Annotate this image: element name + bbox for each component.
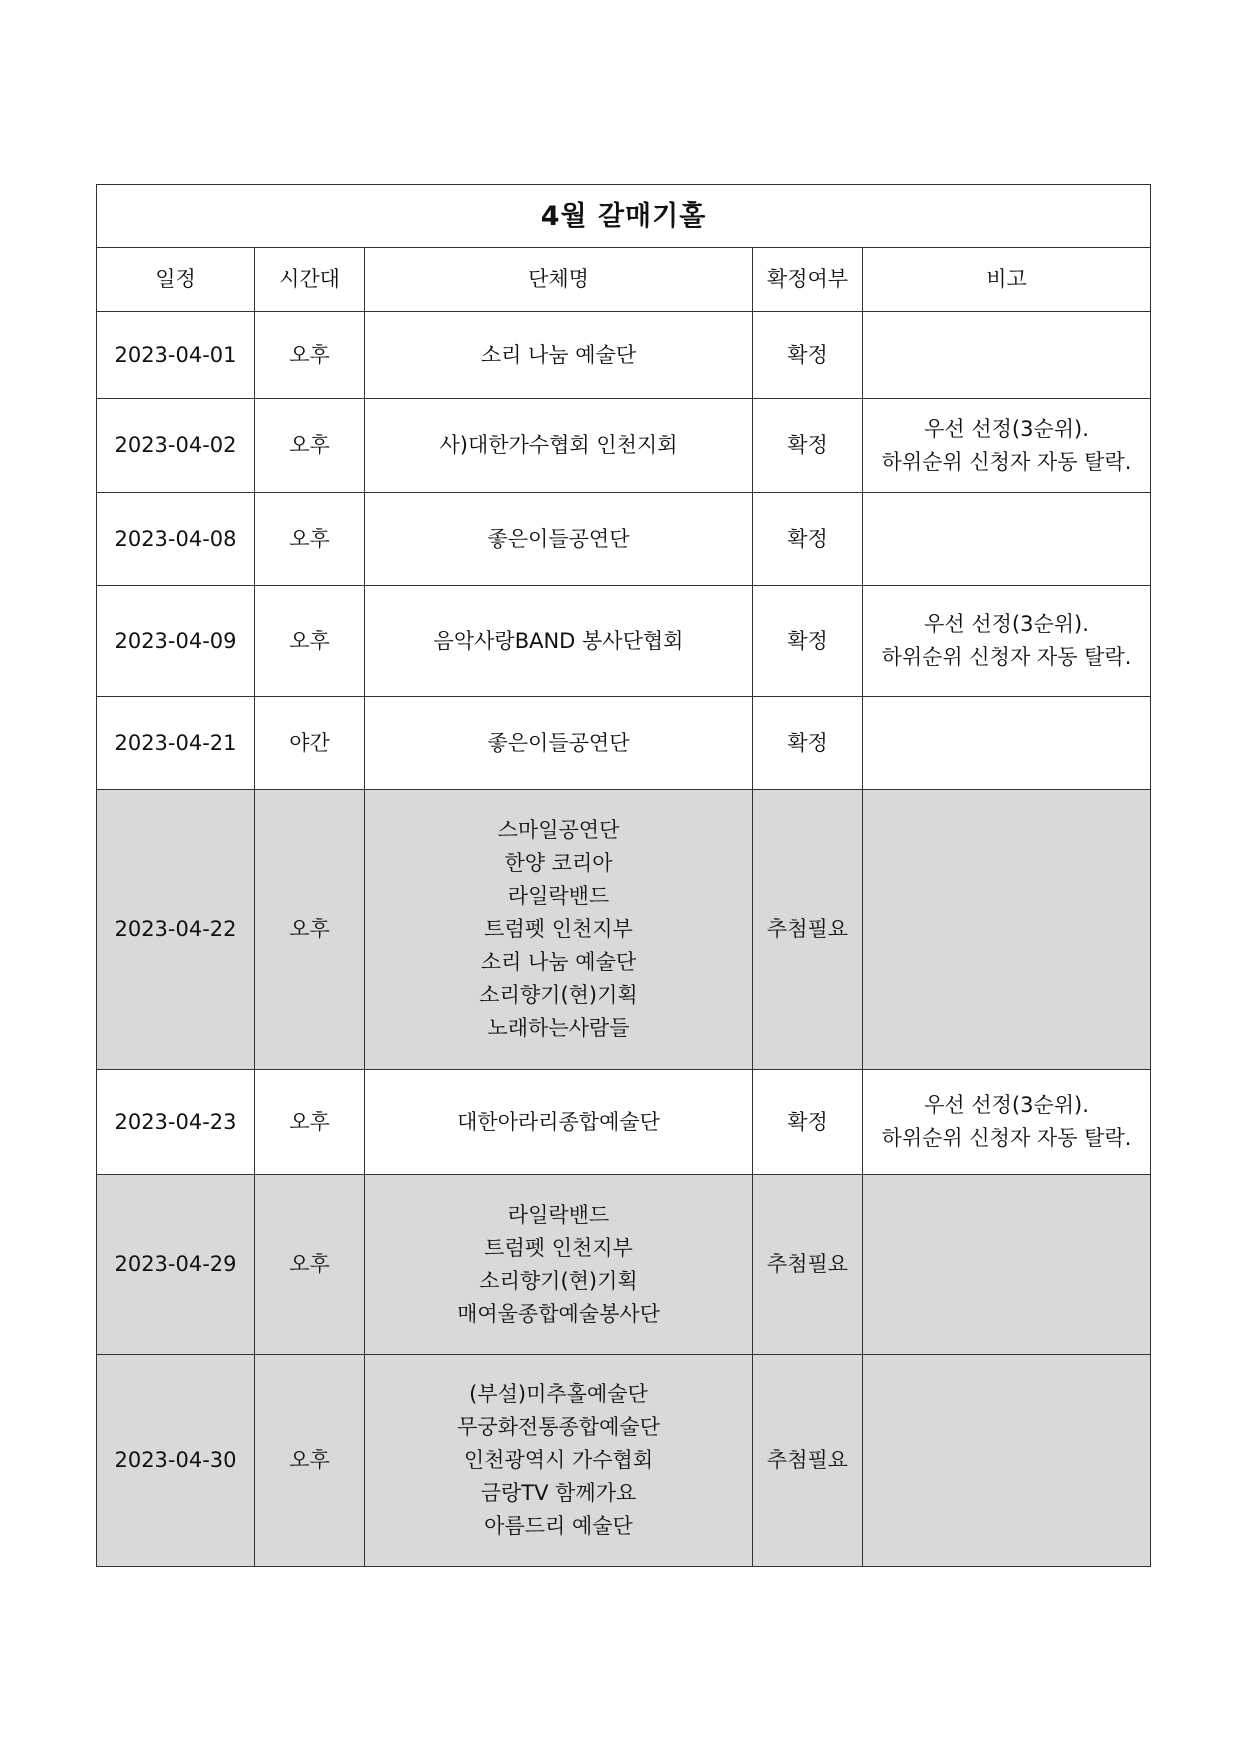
note-cell: [863, 493, 1151, 586]
note-cell: [863, 312, 1151, 399]
status-cell: 확정: [753, 697, 863, 790]
table-row: [97, 312, 1151, 399]
table-row: [97, 586, 1151, 697]
group-name-cell-line: 대한아라리종합예술단: [457, 1109, 660, 1134]
note-cell: [863, 586, 1151, 697]
column-header-status: 확정여부: [753, 248, 863, 312]
table-title: 4월 갈매기홀: [97, 185, 1151, 248]
time-slot-cell: 오후: [255, 493, 365, 586]
note-cell-line: 하위순위 신청자 자동 탈락.: [881, 449, 1132, 474]
date-cell: 2023-04-21: [97, 697, 255, 790]
column-header-time-slot: 시간대: [255, 248, 365, 312]
group-name-cell-line: 아름드리 예술단: [484, 1514, 633, 1538]
group-name-cell: [365, 493, 753, 586]
group-name-cell-line: (부설)미추홀예술단: [469, 1382, 648, 1406]
column-header-note: 비고: [863, 248, 1151, 312]
group-name-cell: [365, 1175, 753, 1355]
group-name-cell-line: 좋은이들공연단: [487, 526, 630, 551]
column-header-group-name: 단체명: [365, 248, 753, 312]
time-slot-cell: 야간: [255, 697, 365, 790]
date-cell: 2023-04-23: [97, 1070, 255, 1175]
group-name-cell-line: 음악사랑BAND 봉사단협회: [433, 628, 684, 653]
time-slot-cell: 오후: [255, 312, 365, 399]
group-name-cell: [365, 312, 753, 399]
status-cell: 확정: [753, 493, 863, 586]
note-cell: [863, 1070, 1151, 1175]
time-slot-cell: 오후: [255, 1175, 365, 1355]
note-cell-line: 하위순위 신청자 자동 탈락.: [881, 645, 1132, 669]
group-name-cell-line: 트럼펫 인천지부: [484, 917, 633, 941]
date-cell: 2023-04-08: [97, 493, 255, 586]
group-name-cell: [365, 697, 753, 790]
table-body: [97, 312, 1151, 1567]
note-cell-line: 우선 선정(3순위).: [924, 612, 1089, 636]
note-cell-line: 우선 선정(3순위).: [924, 1093, 1089, 1117]
date-cell: 2023-04-22: [97, 790, 255, 1070]
group-name-cell-line: 금랑TV 함께가요: [480, 1481, 637, 1505]
note-cell: [863, 697, 1151, 790]
group-name-cell-line: 스마일공연단: [497, 818, 620, 842]
note-cell: [863, 790, 1151, 1070]
group-name-cell-line: 트럼펫 인천지부: [484, 1235, 633, 1260]
status-cell: 확정: [753, 399, 863, 493]
table-row: [97, 697, 1151, 790]
status-cell: 확정: [753, 1070, 863, 1175]
date-cell: 2023-04-02: [97, 399, 255, 493]
schedule-table: [96, 184, 1151, 1567]
note-cell: [863, 1175, 1151, 1355]
group-name-cell-line: 소리향기(현)기획: [479, 1268, 638, 1293]
time-slot-cell: 오후: [255, 790, 365, 1070]
note-cell-line: 우선 선정(3순위).: [924, 416, 1089, 441]
date-cell: 2023-04-29: [97, 1175, 255, 1355]
table-row: [97, 1070, 1151, 1175]
table-row: [97, 790, 1151, 1070]
group-name-cell-line: 소리 나눔 예술단: [480, 342, 637, 367]
group-name-cell-line: 사)대한가수협회 인천지회: [439, 433, 678, 457]
group-name-cell-line: 좋은이들공연단: [487, 730, 630, 755]
table-row: [97, 1175, 1151, 1355]
schedule-document: [96, 184, 1150, 1567]
column-header-date: 일정: [97, 248, 255, 312]
note-cell: [863, 1355, 1151, 1567]
table-row: [97, 399, 1151, 493]
status-cell: 확정: [753, 312, 863, 399]
time-slot-cell: 오후: [255, 1070, 365, 1175]
status-cell: 추첨필요: [753, 1175, 863, 1355]
group-name-cell: [365, 399, 753, 493]
group-name-cell-line: 인천광역시 가수협회: [463, 1448, 654, 1472]
table-row: [97, 493, 1151, 586]
group-name-cell-line: 무궁화전통종합예술단: [457, 1415, 660, 1439]
group-name-cell-line: 한양 코리아: [504, 851, 613, 875]
time-slot-cell: 오후: [255, 586, 365, 697]
note-cell: [863, 399, 1151, 493]
group-name-cell-line: 노래하는사람들: [487, 1016, 630, 1040]
time-slot-cell: 오후: [255, 1355, 365, 1567]
group-name-cell: [365, 586, 753, 697]
status-cell: 추첨필요: [753, 790, 863, 1070]
header-row: [97, 248, 1151, 312]
date-cell: 2023-04-09: [97, 586, 255, 697]
group-name-cell-line: 매여울종합예술봉사단: [457, 1301, 660, 1326]
group-name-cell: [365, 790, 753, 1070]
note-cell-line: 하위순위 신청자 자동 탈락.: [881, 1126, 1132, 1150]
group-name-cell: [365, 1355, 753, 1567]
status-cell: 확정: [753, 586, 863, 697]
status-cell: 추첨필요: [753, 1355, 863, 1567]
table-row: [97, 1355, 1151, 1567]
time-slot-cell: 오후: [255, 399, 365, 493]
group-name-cell-line: 소리 나눔 예술단: [480, 950, 637, 974]
date-cell: 2023-04-01: [97, 312, 255, 399]
group-name-cell-line: 소리향기(현)기획: [479, 983, 638, 1007]
group-name-cell-line: 라일락밴드: [507, 884, 610, 908]
date-cell: 2023-04-30: [97, 1355, 255, 1567]
group-name-cell: [365, 1070, 753, 1175]
group-name-cell-line: 라일락밴드: [507, 1202, 610, 1227]
